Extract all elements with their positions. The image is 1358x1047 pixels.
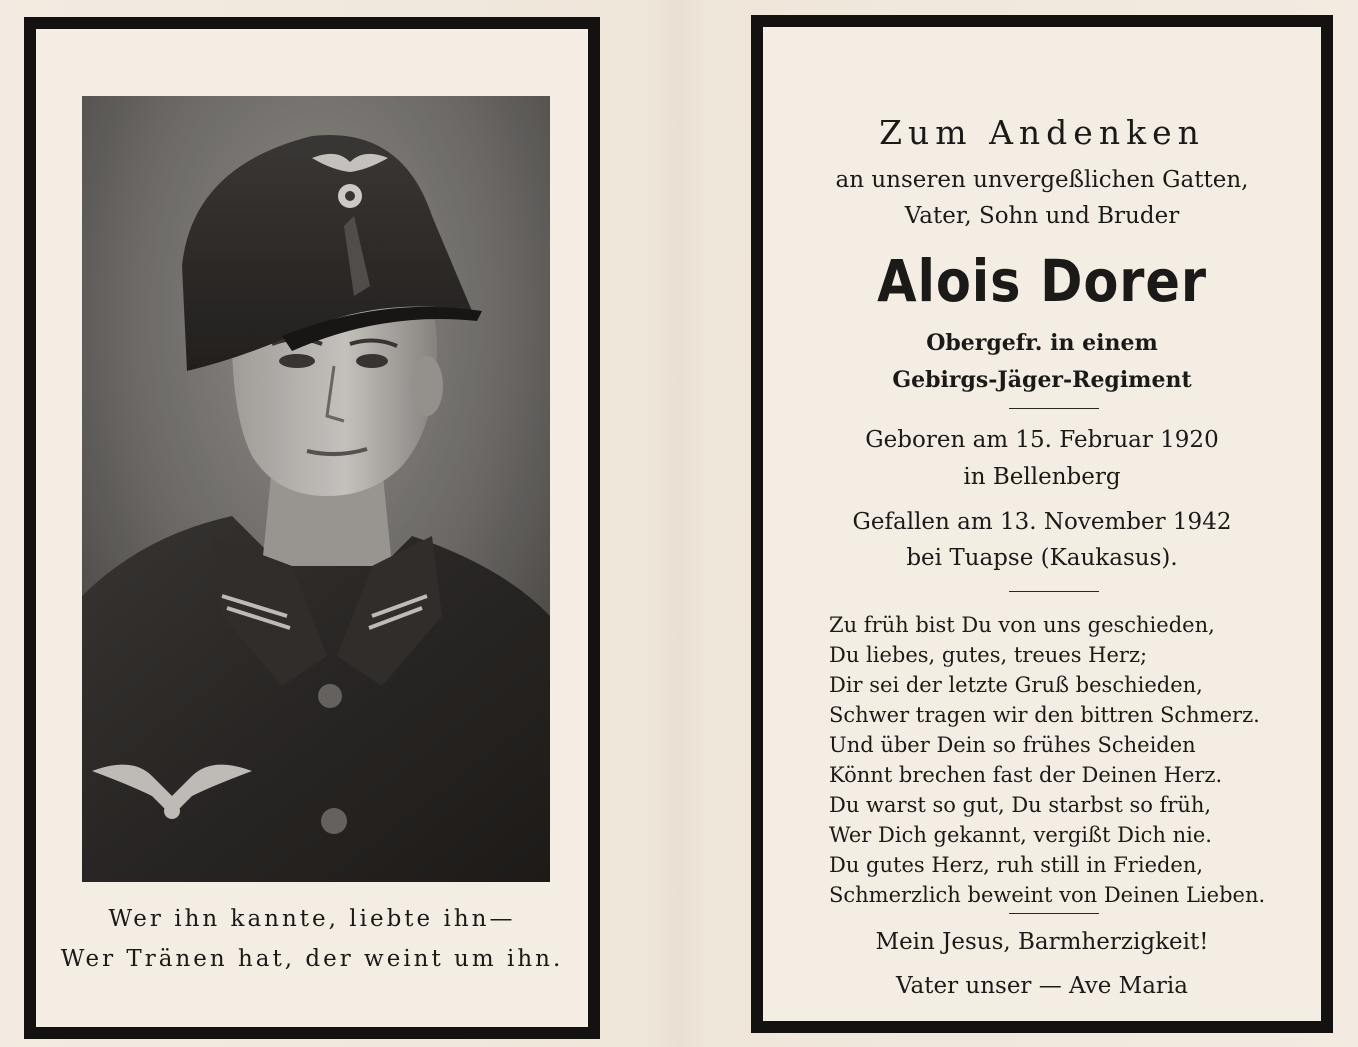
card-heading: Zum Andenken: [879, 113, 1205, 152]
left-verse-line-2: Wer Tränen hat, der weint um ihn.: [60, 946, 564, 972]
poem-line: Du gutes Herz, ruh still in Frieden,: [829, 853, 1204, 877]
poem-line: Dir sei der letzte Gruß beschieden,: [829, 673, 1203, 697]
memorial-poem: [829, 610, 1265, 910]
divider-1: [1009, 408, 1099, 409]
left-verse: [36, 899, 588, 979]
poem-line: Schwer tragen wir den bittren Schmerz.: [829, 703, 1260, 727]
deceased-name: Alois Dorer: [877, 247, 1207, 315]
poem-line: Du liebes, gutes, treues Herz;: [829, 643, 1148, 667]
fallen-line-2: bei Tuapse (Kaukasus).: [906, 545, 1178, 571]
poem-line: Wer Dich gekannt, vergißt Dich nie.: [829, 823, 1212, 847]
left-verse-line-1: Wer ihn kannte, liebte ihn—: [108, 906, 516, 932]
divider-2: [1009, 591, 1099, 592]
divider-3: [1009, 913, 1099, 914]
intro-line-2: Vater, Sohn und Bruder: [904, 203, 1180, 229]
rank-line-2: Gebirgs-Jäger-Regiment: [892, 367, 1192, 393]
fallen-line-1: Gefallen am 13. November 1942: [852, 509, 1232, 535]
soldier-portrait-photo: [82, 96, 550, 882]
closing-line-2: Vater unser — Ave Maria: [896, 973, 1188, 999]
portrait-illustration: [82, 96, 550, 882]
born-line-2: in Bellenberg: [963, 464, 1121, 490]
poem-line: Schmerzlich beweint von Deinen Lieben.: [829, 883, 1266, 907]
poem-line: Und über Dein so frühes Scheiden: [829, 733, 1196, 757]
poem-line: Könnt brechen fast der Deinen Herz.: [829, 763, 1223, 787]
closing-line-1: Mein Jesus, Barmherzigkeit!: [875, 929, 1209, 955]
intro-line-1: an unseren unvergeßlichen Gatten,: [835, 167, 1249, 193]
rank-line-1: Obergefr. in einem: [926, 330, 1158, 356]
poem-line: Zu früh bist Du von uns geschieden,: [829, 613, 1215, 637]
right-card: [751, 15, 1333, 1033]
left-card: [24, 17, 600, 1039]
poem-line: Du warst so gut, Du starbst so früh,: [829, 793, 1212, 817]
born-line-1: Geboren am 15. Februar 1920: [865, 427, 1219, 453]
